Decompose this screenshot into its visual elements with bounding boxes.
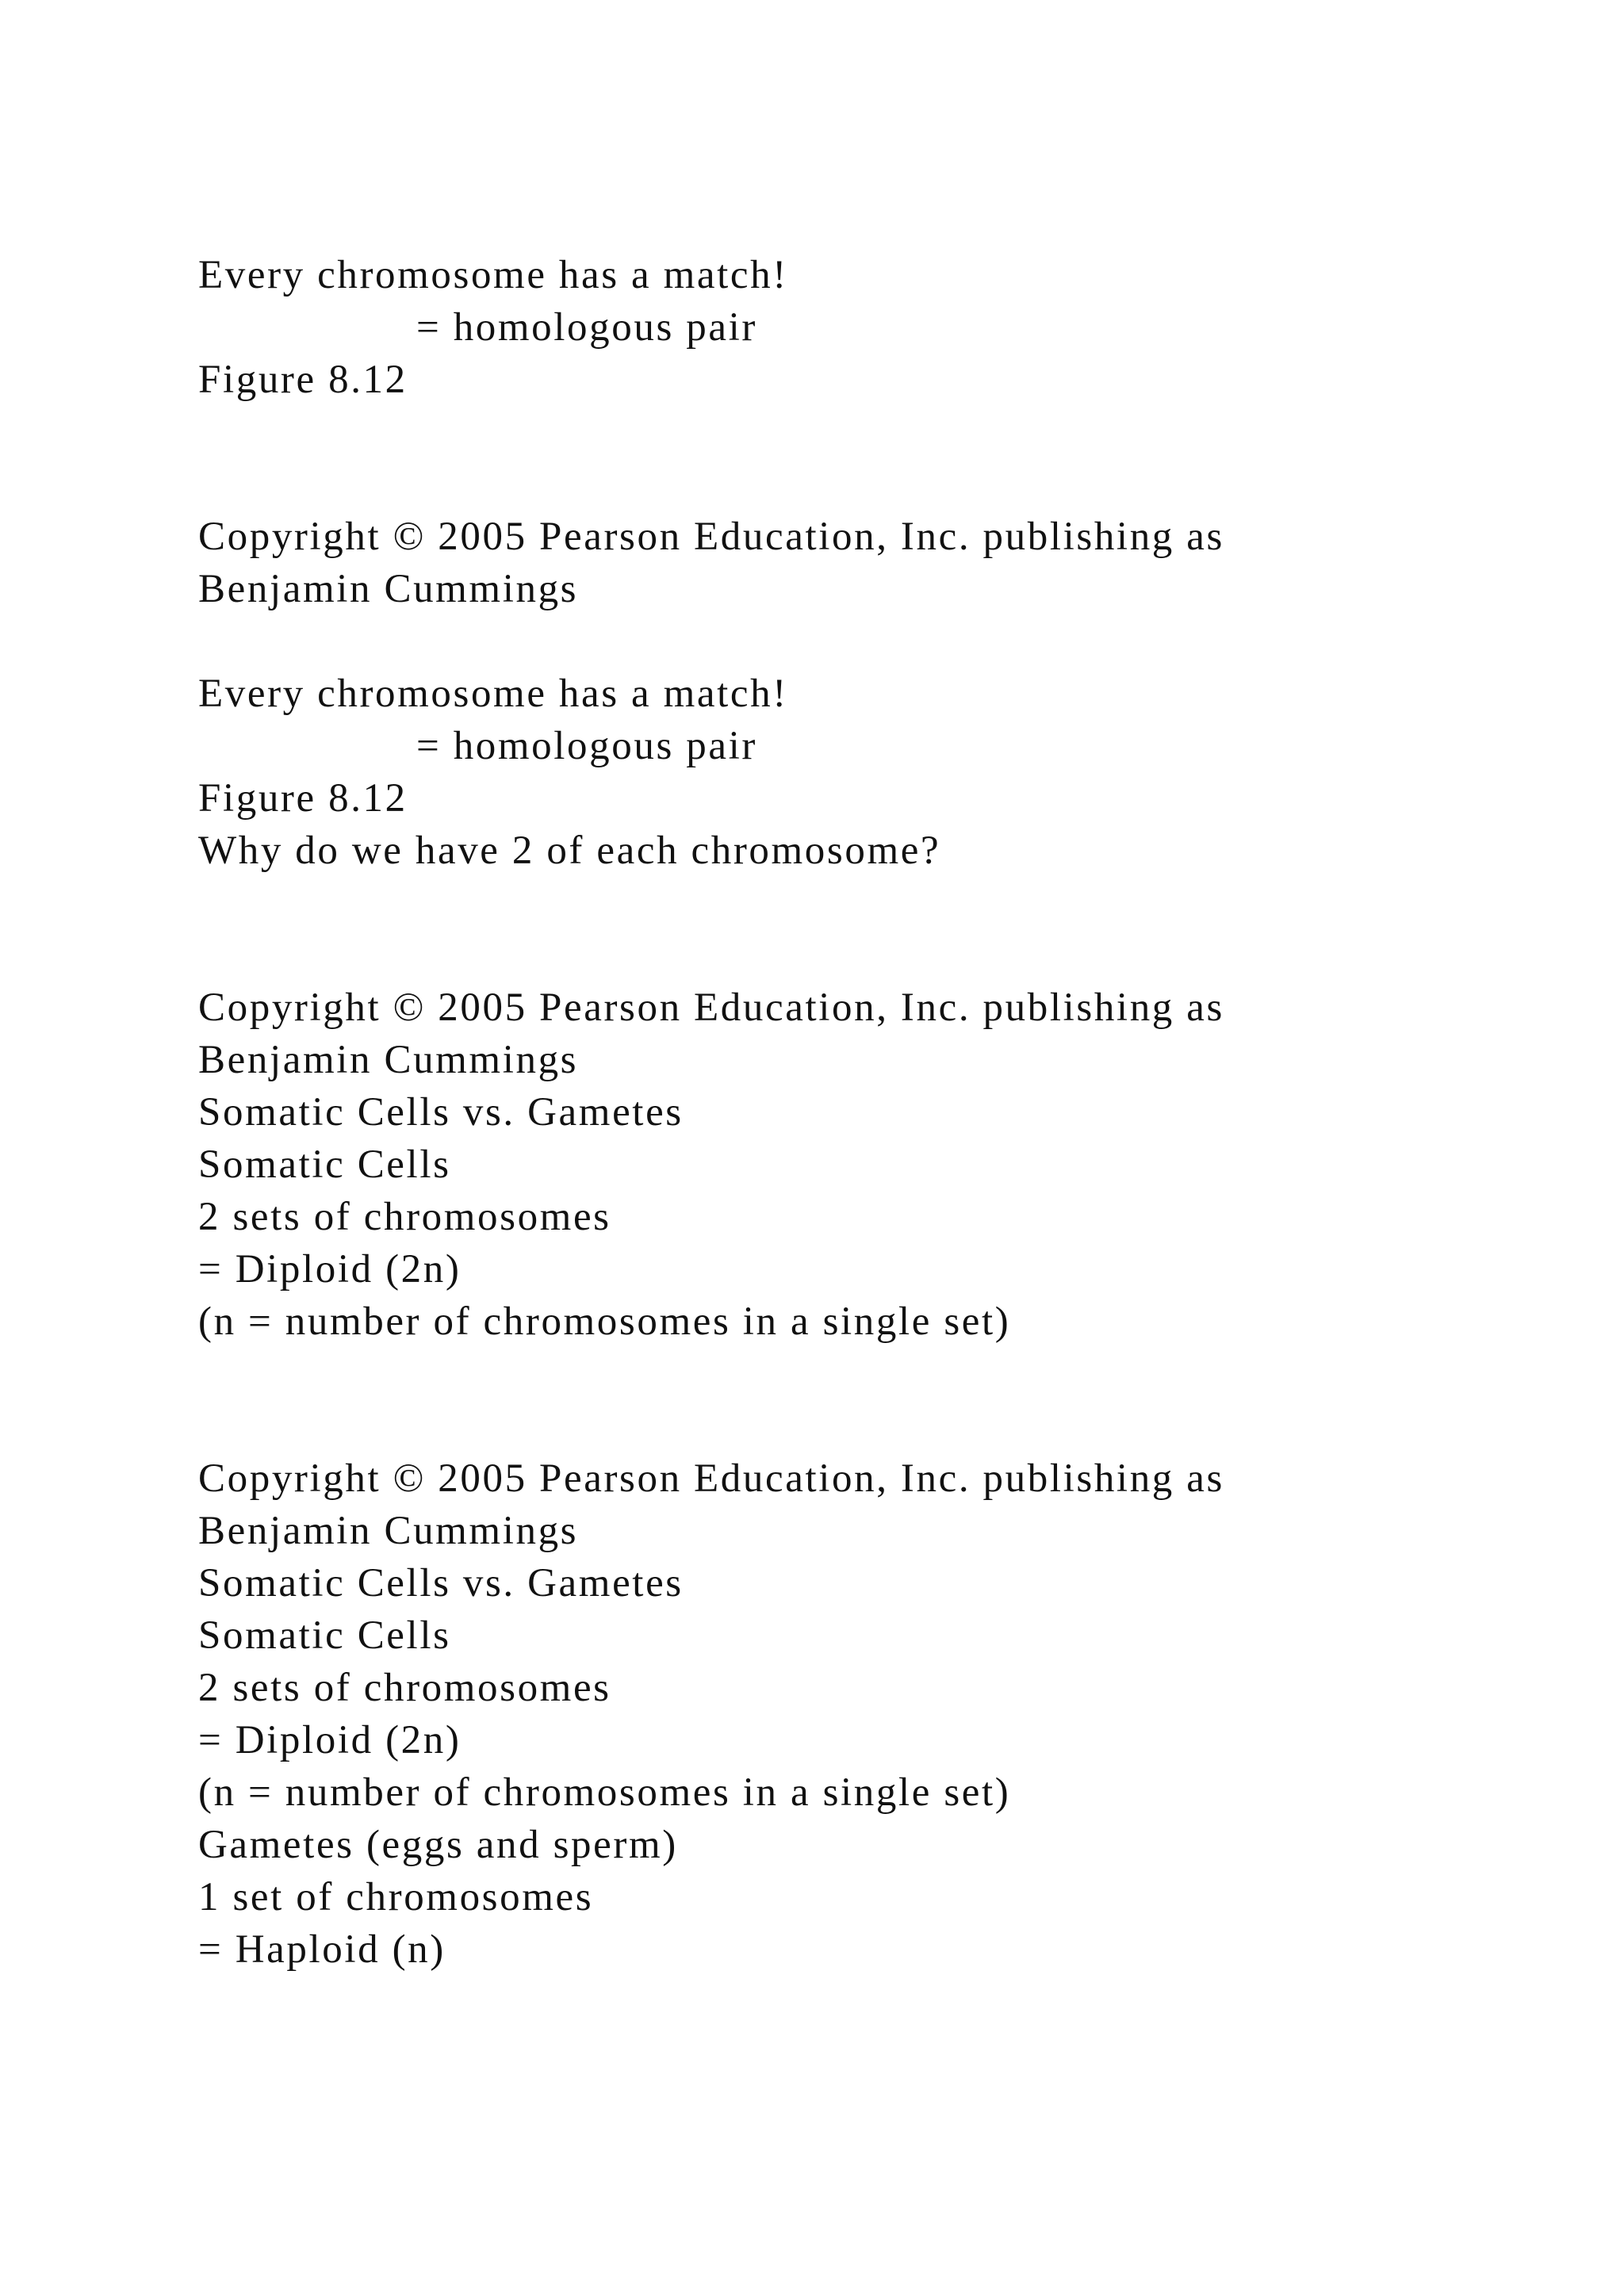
- blank-line: [198, 1348, 1467, 1400]
- text-line: (n = number of chromosomes in a single set): [198, 1299, 1011, 1344]
- text-line: 2 sets of chromosomes: [198, 1666, 611, 1710]
- blank-line: [198, 929, 1467, 982]
- text-line: Every chromosome has a match!: [198, 672, 788, 716]
- text-line: = Diploid (2n): [198, 1247, 462, 1292]
- section-heading: Somatic Cells vs. Gametes: [198, 1090, 684, 1135]
- blank-line: [198, 615, 1467, 668]
- text-line: 1 set of chromosomes: [198, 1875, 594, 1919]
- text-line: = homologous pair: [416, 724, 757, 768]
- blank-line: [198, 877, 1467, 929]
- text-line: = Diploid (2n): [198, 1718, 462, 1762]
- copyright-line: Benjamin Cummings: [198, 1509, 579, 1553]
- copyright-line: Benjamin Cummings: [198, 567, 579, 611]
- copyright-line: Copyright © 2005 Pearson Education, Inc. publishing as: [198, 985, 1224, 1030]
- blank-line: [198, 406, 1467, 458]
- text-line: Figure 8.12: [198, 776, 408, 821]
- text-line: Somatic Cells: [198, 1142, 451, 1187]
- text-line: = Haploid (n): [198, 1927, 446, 1972]
- copyright-line: Benjamin Cummings: [198, 1038, 579, 1082]
- document-body: [198, 249, 1467, 1976]
- text-line: Figure 8.12: [198, 358, 408, 402]
- blank-line: [198, 1400, 1467, 1452]
- text-line: 2 sets of chromosomes: [198, 1195, 611, 1239]
- text-line: Why do we have 2 of each chromosome?: [198, 828, 941, 873]
- blank-line: [198, 458, 1467, 511]
- text-line: Every chromosome has a match!: [198, 253, 788, 297]
- text-line: Somatic Cells: [198, 1613, 451, 1658]
- section-heading: Somatic Cells vs. Gametes: [198, 1561, 684, 1605]
- text-line: = homologous pair: [416, 305, 757, 350]
- text-line: (n = number of chromosomes in a single set): [198, 1770, 1011, 1815]
- text-line: Gametes (eggs and sperm): [198, 1823, 678, 1867]
- copyright-line: Copyright © 2005 Pearson Education, Inc. publishing as: [198, 515, 1224, 559]
- copyright-line: Copyright © 2005 Pearson Education, Inc. publishing as: [198, 1456, 1224, 1501]
